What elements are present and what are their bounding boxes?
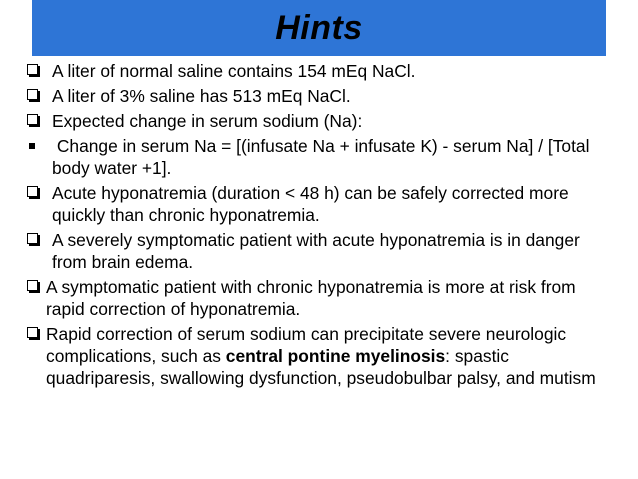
hint-item [24,110,614,132]
hint-text: Change in serum Na = [(infusate Na + infusate K) - serum Na] / [Total body water +1]. [52,136,595,178]
hint-text [46,323,614,389]
hint-text: A liter of 3% saline has 513 mEq NaCl. [52,86,351,106]
hint-text-bold: central pontine myelinosis [225,346,446,366]
hint-text: Acute hyponatremia (duration < 48 h) can be safely corrected more quickly than chronic hyponatremia. [52,183,569,225]
square-bullet-icon [29,143,35,149]
hint-text-before: Rapid correction of serum sodium can precipitate severe neurologic complications, such as [46,324,567,366]
checkbox-icon [27,233,38,244]
hint-item [24,229,614,273]
checkbox-icon [27,327,38,338]
hint-item [24,182,614,226]
hint-text: A severely symptomatic patient with acute hyponatremia is in danger from brain edema. [52,230,580,272]
slide-title: Hints [275,8,363,47]
hint-text: Expected change in serum sodium (Na): [52,111,363,131]
hint-item [24,60,614,82]
hint-text: A symptomatic patient with chronic hyponatremia is more at risk from rapid correction of hyponatremia. [46,277,576,319]
checkbox-icon [27,64,38,75]
hint-text-after: : spastic quadriparesis, swallowing dysfunction, pseudobulbar palsy, and mutism [46,346,596,388]
hint-text: A liter of normal saline contains 154 mEq NaCl. [52,61,416,81]
hint-item [24,323,614,389]
hint-item [24,85,614,107]
checkbox-icon [27,114,38,125]
hint-item [24,276,614,320]
hint-item [24,135,614,179]
title-bar [32,0,606,56]
checkbox-icon [27,186,38,197]
hint-list [24,60,614,392]
checkbox-icon [27,280,38,291]
checkbox-icon [27,89,38,100]
